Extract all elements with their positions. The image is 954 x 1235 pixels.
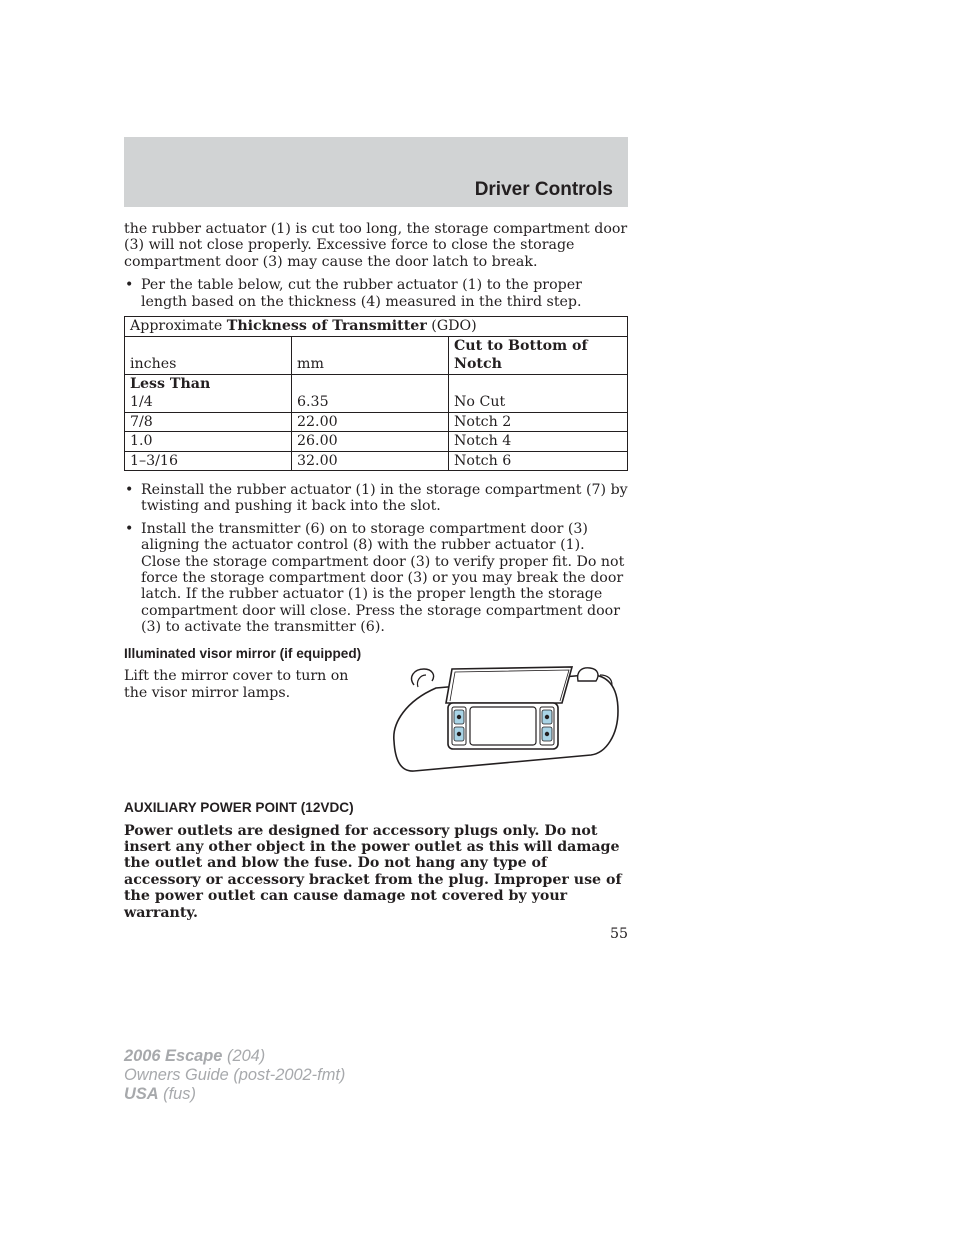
header-inches: inches [125,336,292,374]
visor-text: Lift the mirror cover to turn on the visor mirror lamps. [124,668,349,701]
footer-market: USA [124,1085,159,1103]
footer-market-code: (fus) [158,1085,196,1103]
cell-mm: 22.00 [292,412,449,432]
bullet-list-pre-table [124,277,628,310]
cell-cut: No Cut [449,374,628,412]
table-header-row [125,336,628,374]
aux-power-heading: AUXILIARY POWER POINT (12VDC) [124,800,354,816]
header-mm: mm [292,336,449,374]
thickness-table [124,316,628,471]
section-title: Driver Controls [474,179,613,200]
cell-cut: Notch 6 [449,451,628,471]
aux-power-warning: Power outlets are designed for accessory plugs only. Do not insert any other object in the power outlet as this will damage the outlet and blow the fuse. Do not hang any type of accessory or accessory bracket from the plug. Improper use of the power outlet can cause damage not covered by your warranty. [124,822,622,921]
inches-value: 1/4 [130,394,153,411]
visor-mirror-illustration [386,663,626,778]
cell-mm: 32.00 [292,451,449,471]
caption-suffix: (GDO) [426,318,477,335]
table-row [125,374,628,412]
footer-model-code: (204) [222,1047,266,1065]
cell-inches: 1.0 [125,432,292,452]
visor-section [124,668,628,788]
caption-bold: Thickness of Transmitter [226,318,427,335]
cell-inches [125,374,292,412]
cell-mm: 6.35 [292,374,449,412]
header-cut: Cut to Bottom of Notch [449,336,628,374]
page-number: 55 [609,926,628,942]
bullet-item: • Per the table below, cut the rubber actuator (1) to the proper length based on the thickness (4) measured in the third step. [124,277,628,310]
table-row [125,432,628,452]
table-row [125,451,628,471]
intro-paragraph: the rubber actuator (1) is cut too long, the storage compartment door (3) will not close properly. Excessive force to close the storage compartment door (3) may cause the door latch to break. [124,221,628,270]
less-than-label: Less Than [130,375,211,392]
cell-cut: Notch 4 [449,432,628,452]
table-caption [125,317,628,337]
bullet-item: • Reinstall the rubber actuator (1) in the storage compartment (7) by twisting and pushing it back into the slot. [124,482,628,515]
cell-inches: 7/8 [125,412,292,432]
bullet-list-post-table [124,482,628,636]
cell-inches: 1–3/16 [125,451,292,471]
section-header-band [124,137,628,207]
cell-cut: Notch 2 [449,412,628,432]
table-caption-row [125,317,628,337]
footer-line-3 [124,1085,345,1104]
visor-heading: Illuminated visor mirror (if equipped) [124,645,362,661]
table-row [125,412,628,432]
footer-line-1 [124,1047,345,1066]
document-footer [124,1047,345,1104]
footer-model: 2006 Escape [124,1047,223,1065]
footer-line-2: Owners Guide (post-2002-fmt) [124,1066,346,1084]
cell-mm: 26.00 [292,432,449,452]
page-content [124,221,628,921]
caption-prefix: Approximate [130,318,227,335]
bullet-item: • Install the transmitter (6) on to storage compartment door (3) aligning the actuator control (8) with the rubber actuator (1). Close the storage compartment door (3) to verify proper fit. Do not force the storage compartment door (3) or you may break the door latch. If the rubber actuator (1) is the proper length the storage compartment door will close. Press the storage compartment door (3) to activate the transmitter (6). [124,521,628,636]
